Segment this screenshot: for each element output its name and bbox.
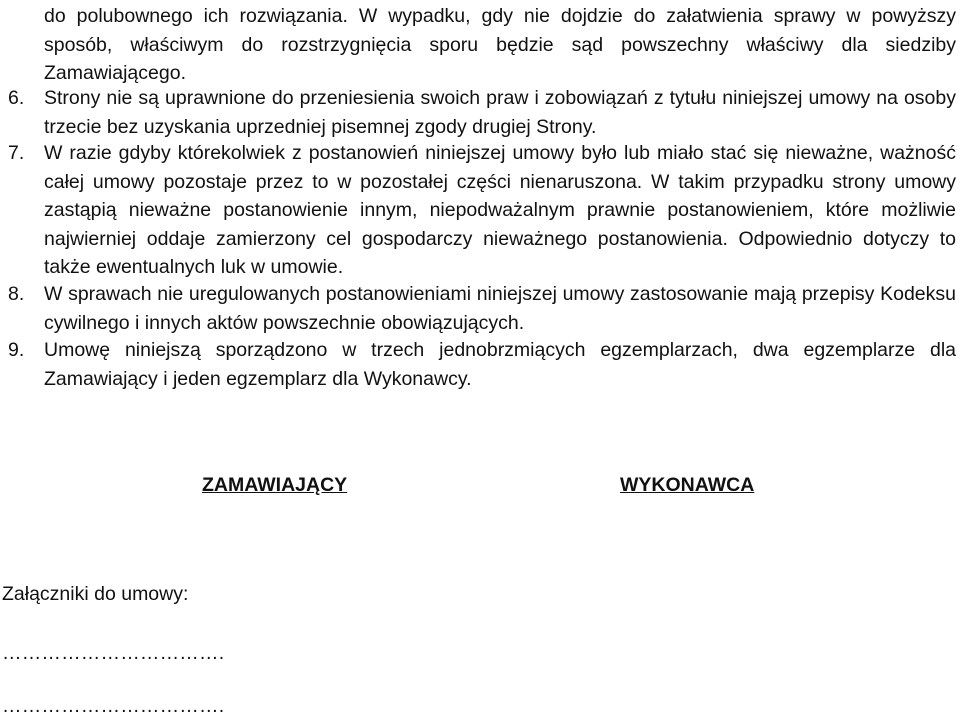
signature-wykonawca: WYKONAWCA bbox=[620, 474, 755, 496]
paragraph-text: do polubownego ich rozwiązania. W wypadku, gdy nie dojdzie do załatwienia sprawy w powyższy sposób, właściwym do rozstrzygnięcia sporu będzie sąd powszechny właściwy dla siedziby Zamawiającego. bbox=[44, 5, 956, 85]
paragraph-text: W sprawach nie uregulowanych postanowieniami niniejszej umowy zastosowanie mają przepisy Kodeksu cywilnego i innych aktów powszechnie obowiązujących. bbox=[44, 283, 956, 334]
paragraph-number: 8. bbox=[8, 283, 25, 305]
paragraph-text: Strony nie są uprawnione do przeniesienia swoich praw i zobowiązań z tytułu niniejszej umowy na osoby trzecie bez uzyskania uprzedniej pisemnej zgody drugiej Strony. bbox=[44, 87, 956, 138]
paragraph-text: W razie gdyby którekolwiek z postanowień niniejszej umowy było lub miało stać się nieważne, ważność całej umowy pozostaje przez to w pozostałej części nienaruszona. W takim przypadku strony umowy zastąpią nieważne postanowienie innym, niepodważalnym prawnie postanowieniem, które możliwie najwierniej oddaje zamierzony cel gospodarczy nieważnego postanowienia. Odpowiednio dotyczy to także ewentualnych luk w umowie. bbox=[44, 142, 956, 279]
annex-line-2: ……………………………. bbox=[2, 695, 225, 717]
annex-line-1: ……………………………. bbox=[2, 642, 225, 664]
paragraph-number: 6. bbox=[8, 87, 25, 109]
signature-zamawiajacy: ZAMAWIAJĄCY bbox=[202, 474, 348, 496]
paragraph-number: 9. bbox=[8, 339, 25, 361]
paragraph-text: Umowę niniejszą sporządzono w trzech jednobrzmiących egzemplarzach, dwa egzemplarze dla Zamawiający i jeden egzemplarz dla Wykonawcy. bbox=[44, 339, 956, 390]
paragraph-number: 7. bbox=[8, 142, 25, 164]
annex-label: Załączniki do umowy: bbox=[2, 583, 189, 605]
